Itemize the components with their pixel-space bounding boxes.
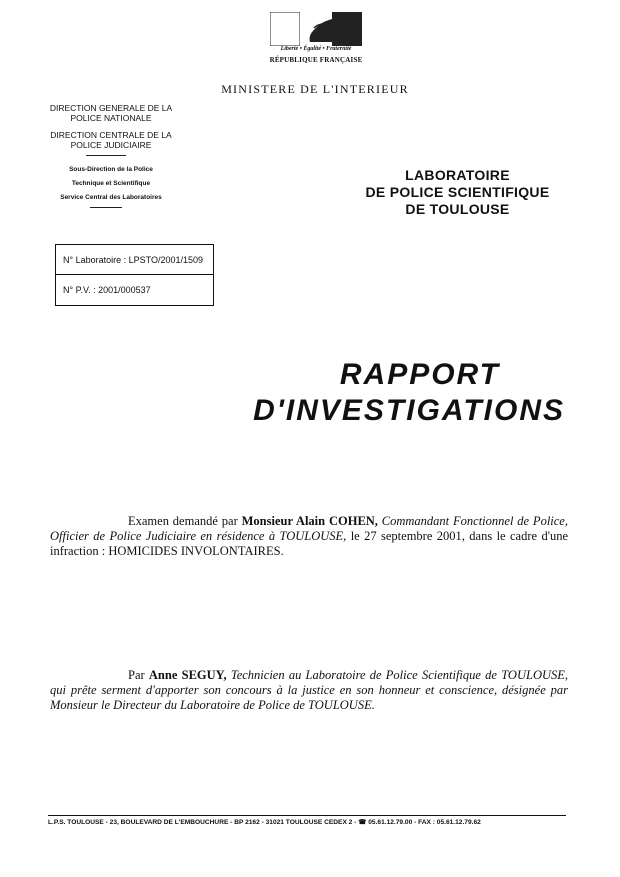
direction-generale: DIRECTION GENERALE DE LA POLICE NATIONALE [49, 103, 173, 123]
pv-number: N° P.V. : 2001/000537 [63, 285, 151, 295]
footer-divider [48, 815, 566, 816]
exam-details: le 27 septembre 2001, dans le cadre d'une infraction : HOMICIDES INVOLONTAIRES. [50, 529, 568, 558]
footer-address: L.P.S. TOULOUSE - 23, BOULEVARD DE L'EMBOUCHURE - BP 2162 - 31021 TOULOUSE CEDEX 2 - ☎ 05.61.12.79.00 - FAX : 05.61.12.79.62 [48, 819, 481, 826]
service-central-line: Service Central des Laboratoires [60, 194, 162, 201]
exam-request-paragraph [50, 514, 568, 559]
technician-paragraph [50, 668, 568, 713]
sub-direction-line: Technique et Scientifique [71, 180, 151, 187]
republic-motto: Liberté • Égalité • Fraternité [280, 46, 352, 52]
by-intro: Par [128, 668, 149, 682]
laboratory-heading: LABORATOIRE [405, 167, 510, 183]
republic-name: RÉPUBLIQUE FRANÇAISE [269, 56, 363, 64]
laboratory-heading: DE POLICE SCIENTIFIQUE [365, 184, 550, 200]
technician-details: Technicien au Laboratoire de Police Scientifique de TOULOUSE, qui prête serment d'apporter son concours à la justice en son honneur et conscience, désignée par Monsieur le Directeur du Laboratoire de Police de TOULOUSE. [50, 668, 569, 712]
technician-name: Anne SEGUY, [148, 668, 227, 682]
report-title: D'INVESTIGATIONS [253, 394, 565, 427]
divider [90, 207, 122, 208]
sub-direction-line: Sous-Direction de la Police [69, 166, 153, 173]
ministry-name: MINISTERE DE L'INTERIEUR [221, 82, 409, 96]
divider [86, 155, 126, 156]
exam-intro: Examen demandé par [128, 514, 242, 528]
requester-role: Commandant Fonctionnel de Police, Officier de Police Judiciaire en résidence à TOULOUSE, [50, 514, 568, 543]
laboratory-heading: DE TOULOUSE [405, 201, 510, 217]
direction-centrale: DIRECTION CENTRALE DE LA POLICE JUDICIAIRE [50, 130, 172, 150]
requester-name: Monsieur Alain COHEN, [241, 514, 378, 528]
marianne-logo [270, 12, 362, 46]
laboratory-number: N° Laboratoire : LPSTO/2001/1509 [56, 245, 213, 275]
reference-box [55, 244, 214, 306]
report-title: RAPPORT [339, 358, 500, 391]
